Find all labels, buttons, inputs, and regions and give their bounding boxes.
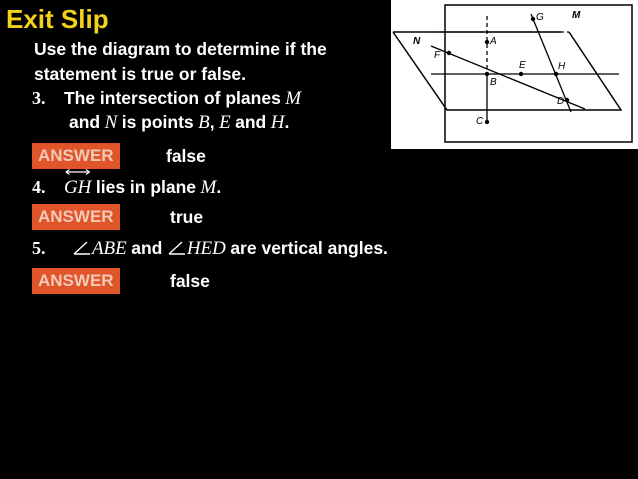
line-name: GH — [63, 177, 92, 198]
point-var: E — [219, 112, 231, 133]
separator: . — [216, 177, 222, 197]
angle-icon — [72, 240, 92, 256]
question-text: The intersection of planes — [63, 88, 281, 108]
question-number: 5. — [32, 238, 46, 258]
angle-name: HED — [186, 238, 226, 259]
separator: , — [209, 112, 215, 132]
label-plane-m: M — [572, 10, 581, 21]
point-c — [485, 120, 489, 124]
point-e — [519, 72, 523, 76]
point-var: H — [270, 112, 285, 133]
answer-value-4: true — [170, 207, 204, 227]
question-text: and — [69, 112, 101, 132]
question-text: and — [235, 112, 267, 132]
point-var: B — [198, 112, 210, 133]
angle-name: ABE — [91, 238, 127, 259]
answer-value-3: false — [166, 146, 206, 166]
answer-value-5: false — [170, 271, 210, 291]
question-text: are vertical angles. — [230, 238, 388, 258]
answer-button-5[interactable]: ANSWER — [32, 268, 120, 294]
label-e: E — [519, 60, 526, 71]
label-h: H — [558, 61, 566, 72]
question-4 — [32, 177, 221, 199]
point-g — [531, 17, 535, 21]
label-c: C — [476, 116, 484, 127]
intro-line-2: statement is true or false. — [34, 64, 247, 84]
plane-var: M — [200, 177, 217, 198]
question-text: lies in plane — [95, 177, 197, 197]
point-b — [485, 72, 489, 76]
angle-icon — [167, 240, 187, 256]
label-plane-n: N — [413, 36, 421, 47]
label-f: F — [434, 50, 441, 61]
question-3-line-2 — [69, 112, 289, 134]
point-h — [554, 72, 558, 76]
answer-button-4[interactable]: ANSWER — [32, 204, 120, 230]
label-b: B — [490, 77, 497, 88]
point-d — [565, 98, 569, 102]
double-arrow-icon — [64, 168, 91, 176]
question-number: 3. — [32, 88, 46, 108]
planes-diagram-svg — [391, 0, 638, 149]
label-a: A — [490, 36, 497, 47]
separator: . — [284, 112, 290, 132]
plane-var: M — [285, 88, 302, 109]
point-f — [447, 51, 451, 55]
question-5 — [32, 238, 388, 260]
label-g: G — [536, 12, 544, 23]
question-text: is points — [121, 112, 194, 132]
slide-title: Exit Slip — [6, 4, 109, 34]
answer-button-3[interactable]: ANSWER — [32, 143, 120, 169]
label-d: D — [557, 96, 565, 107]
intro-line-1: Use the diagram to determine if the — [34, 39, 327, 59]
line-symbol — [64, 177, 91, 199]
question-3 — [32, 88, 301, 110]
question-number: 4. — [32, 177, 46, 197]
plane-var: N — [104, 112, 118, 133]
point-a — [485, 40, 489, 44]
question-text: and — [131, 238, 163, 258]
planes-diagram — [391, 0, 638, 149]
plane-n — [393, 32, 621, 110]
